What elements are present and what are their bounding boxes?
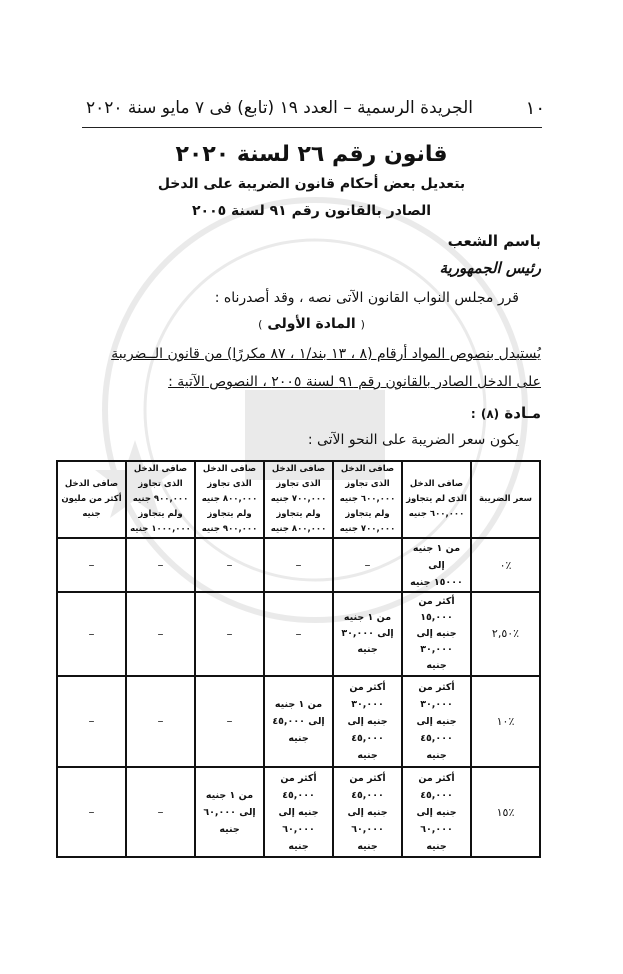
cell-line: – [157, 557, 164, 572]
cell-line: جنيه إلى [347, 806, 388, 818]
cell-line: من ١ جنيه [205, 789, 254, 801]
cell-line: جنيه [219, 823, 240, 835]
cell-line: ٦٠٠,٠٠٠ جنيه [339, 494, 396, 504]
cell-line: جنيه [82, 509, 101, 519]
article-one-heading [0, 316, 623, 332]
cell-line: من ١ جنيه [412, 542, 461, 554]
cell-line: الذى تجاوز [345, 479, 390, 489]
cell-line: – [88, 714, 95, 728]
law-subtitle-1: بتعديل بعض أحكام قانون الضريبة على الدخل [157, 176, 466, 192]
empty-bracket-cell [126, 592, 195, 676]
bracket-cell [333, 592, 402, 676]
in-name-of-people: باسم الشعب [447, 232, 541, 250]
table-row [57, 538, 540, 592]
president-heading: رئيس الجمهورية [439, 259, 541, 277]
column-header [57, 461, 126, 538]
cell-line: ١٥,٠٠٠ [420, 612, 453, 623]
cell-line: جنيه إلى [347, 716, 388, 727]
cell-line: إلى ٣٠,٠٠٠ [341, 628, 394, 639]
table-row [57, 592, 540, 676]
cell-line: صافى الدخل [340, 464, 395, 474]
empty-bracket-cell [57, 676, 126, 767]
cell-line: ولم يتجاوز [207, 509, 252, 519]
cell-line: ١٥٠٠٠ جنيه [410, 576, 463, 588]
cell-line: – [226, 714, 233, 728]
cell-line: – [226, 627, 233, 641]
cell-line: ٦٠,٠٠٠ [351, 823, 384, 835]
paragraph-1: يُستبدل بنصوص المواد أرقام (٨ ، ١٣ بند/١ ، ٨٧ مكررًا) من قانون الــضريبة [111, 346, 541, 362]
cell-line: – [88, 627, 95, 641]
cell-line: أكثر من [349, 772, 386, 784]
cell-line: صافى الدخل [202, 464, 257, 474]
cell-line: من ١ جنيه [274, 699, 323, 710]
cell-line: صافى الدخل [64, 479, 119, 489]
page-number: ١٠ [525, 98, 545, 119]
cell-line: ولم يتجاوز [138, 509, 183, 519]
rate-cell: ٪٠ [471, 538, 540, 592]
paren-close: ) [258, 318, 263, 331]
bracket-cell [195, 767, 264, 857]
cell-line: – [88, 557, 95, 572]
cell-line: من ١ جنيه [343, 612, 392, 623]
empty-bracket-cell [195, 592, 264, 676]
rate-cell: ٪١٥ [471, 767, 540, 857]
cell-line: ٤٥,٠٠٠ [351, 789, 384, 801]
cell-line: – [295, 557, 302, 572]
cell-line: الذى تجاوز [138, 479, 183, 489]
header-rule [82, 127, 542, 128]
article-8-colon: : [470, 407, 476, 421]
cell-line: جنيه إلى [416, 716, 457, 727]
bracket-cell [333, 767, 402, 857]
cell-line: جنيه [357, 644, 378, 655]
bracket-cell [402, 538, 471, 592]
cell-line: – [295, 627, 302, 641]
empty-bracket-cell [57, 538, 126, 592]
cell-line: – [226, 557, 233, 572]
cell-line: ٣٠,٠٠٠ [420, 644, 453, 655]
cell-line: ٤٥,٠٠٠ [351, 733, 384, 744]
cell-line: أكثر من مليون [61, 494, 122, 504]
cell-line: ٦٠,٠٠٠ [282, 823, 315, 835]
cell-line: – [157, 627, 164, 641]
bracket-cell [333, 676, 402, 767]
cell-line: ٩٠٠,٠٠٠ جنيه [132, 494, 189, 504]
cell-line: أكثر من [349, 682, 386, 693]
cell-line: – [364, 557, 371, 572]
bracket-cell [402, 767, 471, 857]
empty-bracket-cell [195, 676, 264, 767]
cell-line: – [88, 804, 95, 819]
bracket-cell [264, 767, 333, 857]
empty-bracket-cell [264, 592, 333, 676]
paren-open: ( [360, 318, 365, 331]
law-subtitle-2: الصادر بالقانون رقم ٩١ لسنة ٢٠٠٥ [191, 203, 431, 219]
cell-line: أكثر من [418, 596, 455, 607]
cell-line: – [157, 714, 164, 728]
rate-cell: ٪١٠ [471, 676, 540, 767]
cell-line: جنيه [426, 750, 447, 761]
cell-line: أكثر من [280, 772, 317, 784]
cell-line: ٨٠٠,٠٠٠ جنيه [201, 494, 258, 504]
cell-line: صافى الدخل [409, 479, 464, 489]
cell-line: جنيه [288, 840, 309, 852]
cell-line: ٧٠٠,٠٠٠ جنيه [339, 524, 396, 534]
cell-line: ٨٠٠,٠٠٠ جنيه [270, 524, 327, 534]
preamble: قرر مجلس النواب القانون الآتى نصه ، وقد أصدرناه : [214, 290, 519, 306]
cell-line: ٤٥,٠٠٠ [420, 789, 453, 801]
cell-line: إلى ٦٠,٠٠٠ [203, 806, 256, 818]
tax-rate-table [56, 460, 541, 858]
column-header [333, 461, 402, 538]
table-row [57, 767, 540, 857]
cell-line: ٩٠٠,٠٠٠ جنيه [201, 524, 258, 534]
table-row [57, 676, 540, 767]
empty-bracket-cell [57, 592, 126, 676]
empty-bracket-cell [126, 767, 195, 857]
cell-line: ٦٠٠,٠٠٠ جنيه [408, 509, 465, 519]
cell-line: ٤٥,٠٠٠ [282, 789, 315, 801]
cell-line: جنيه [288, 733, 309, 744]
cell-line: الذى تجاوز [276, 479, 321, 489]
cell-line: أكثر من [418, 682, 455, 693]
cell-line: ولم يتجاوز [276, 509, 321, 519]
column-header [126, 461, 195, 538]
cell-line: الذى لم يتجاوز [406, 494, 467, 504]
rate-intro: يكون سعر الضريبة على النحو الآتى : [307, 432, 519, 448]
cell-line: ٤٥,٠٠٠ [420, 733, 453, 744]
paragraph-2: على الدخل الصادر بالقانون رقم ٩١ لسنة ٢٠٠٥ ، النصوص الآتية : [168, 374, 541, 390]
column-header [195, 461, 264, 538]
empty-bracket-cell [264, 538, 333, 592]
cell-line: ولم يتجاوز [345, 509, 390, 519]
empty-bracket-cell [333, 538, 402, 592]
law-title: قانون رقم ٢٦ لسنة ٢٠٢٠ [175, 142, 448, 167]
cell-line: جنيه إلى [416, 628, 457, 639]
cell-line: صافى الدخل [271, 464, 326, 474]
bracket-cell [264, 676, 333, 767]
cell-line: الذى تجاوز [207, 479, 252, 489]
cell-line: جنيه [357, 840, 378, 852]
cell-line: جنيه [426, 660, 447, 671]
table-header-row [57, 461, 540, 538]
cell-line: إلى [428, 559, 445, 571]
cell-line: – [157, 804, 164, 819]
empty-bracket-cell [195, 538, 264, 592]
empty-bracket-cell [57, 767, 126, 857]
cell-line: أكثر من [418, 772, 455, 784]
column-header [264, 461, 333, 538]
cell-line: جنيه [426, 840, 447, 852]
cell-line: ٣٠,٠٠٠ [420, 699, 453, 710]
running-header [85, 96, 545, 126]
rate-cell: ٪٢,٥٠ [471, 592, 540, 676]
cell-line: ٦٠,٠٠٠ [420, 823, 453, 835]
cell-line: جنيه [357, 750, 378, 761]
column-header [402, 461, 471, 538]
empty-bracket-cell [126, 538, 195, 592]
cell-line: جنيه إلى [278, 806, 319, 818]
article-one-title: المادة الأولى [267, 316, 356, 332]
article-8-number: (٨) [480, 407, 500, 421]
article-8-label: مـادة [504, 404, 541, 422]
column-header [471, 461, 540, 538]
cell-line: ١٠٠٠,٠٠٠ جنيه [130, 524, 191, 534]
cell-line: صافى الدخل [133, 464, 188, 474]
cell-line: جنيه إلى [416, 806, 457, 818]
cell-line: ٧٠٠,٠٠٠ جنيه [270, 494, 327, 504]
bracket-cell [402, 676, 471, 767]
cell-line: ٣٠,٠٠٠ [351, 699, 384, 710]
cell-line: سعر الضريبة [479, 494, 532, 504]
cell-line: إلى ٤٥,٠٠٠ [272, 716, 325, 727]
bracket-cell [402, 592, 471, 676]
running-title: الجريدة الرسمية – العدد ١٩ (تابع) فى ٧ مايو سنة ٢٠٢٠ [85, 98, 473, 118]
empty-bracket-cell [126, 676, 195, 767]
article-8-heading [471, 404, 541, 422]
